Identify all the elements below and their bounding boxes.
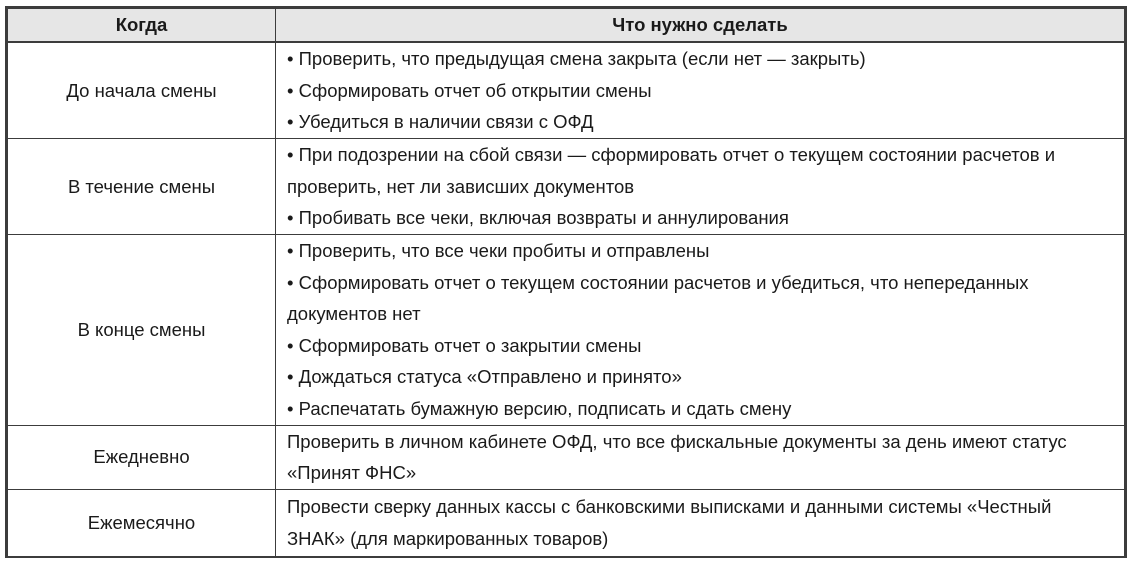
row-tasks-cell — [276, 425, 1125, 489]
row-when-cell: В конце смены — [8, 234, 276, 425]
task-item: • Сформировать отчет о закрытии смены — [287, 334, 642, 356]
row-when-cell: До начала смены — [8, 42, 276, 139]
task-item: • Дождаться статуса «Отправлено и принято» — [287, 366, 682, 387]
schedule-table-frame — [5, 6, 1127, 558]
task-item: • Проверить, что предыдущая смена закрыта (если нет — закрыть) — [287, 48, 866, 69]
task-item: • Убедиться в наличии связи с ОФД — [287, 111, 594, 132]
row-tasks-cell — [276, 139, 1125, 235]
row-tasks-cell — [276, 42, 1125, 139]
task-item: • Распечатать бумажную версию, подписать и сдать смену — [287, 397, 792, 419]
header-when: Когда — [8, 9, 276, 42]
table-row — [8, 489, 1125, 556]
row-when-cell: В течение смены — [8, 139, 276, 235]
row-tasks-cell — [276, 234, 1125, 425]
table-header-row — [8, 9, 1125, 42]
task-item: • Сформировать отчет о текущем состоянии расчетов и убедиться, что непереданных документов нет — [287, 271, 1029, 324]
task-item: • Проверить, что все чеки пробиты и отправлены — [287, 240, 710, 261]
table-row — [8, 139, 1125, 235]
row-when-cell: Ежедневно — [8, 425, 276, 489]
task-item: • При подозрении на сбой связи — сформировать отчет о текущем состоянии расчетов и проверить, нет ли зависших документов — [287, 144, 1056, 197]
task-item: Провести сверку данных кассы с банковскими выписками и данными системы «Честный ЗНАК» (для маркированных товаров) — [287, 496, 1052, 549]
schedule-table — [7, 8, 1125, 557]
row-when-cell: Ежемесячно — [8, 489, 276, 556]
table-row — [8, 425, 1125, 489]
row-tasks-cell — [276, 489, 1125, 556]
task-item: Проверить в личном кабинете ОФД, что все фискальные документы за день имеют статус «Принят ФНС» — [287, 430, 1067, 483]
header-what: Что нужно сделать — [276, 9, 1125, 42]
table-row — [8, 234, 1125, 425]
task-item: • Пробивать все чеки, включая возвраты и аннулирования — [287, 207, 789, 228]
task-item: • Сформировать отчет об открытии смены — [287, 79, 652, 101]
table-row — [8, 42, 1125, 139]
